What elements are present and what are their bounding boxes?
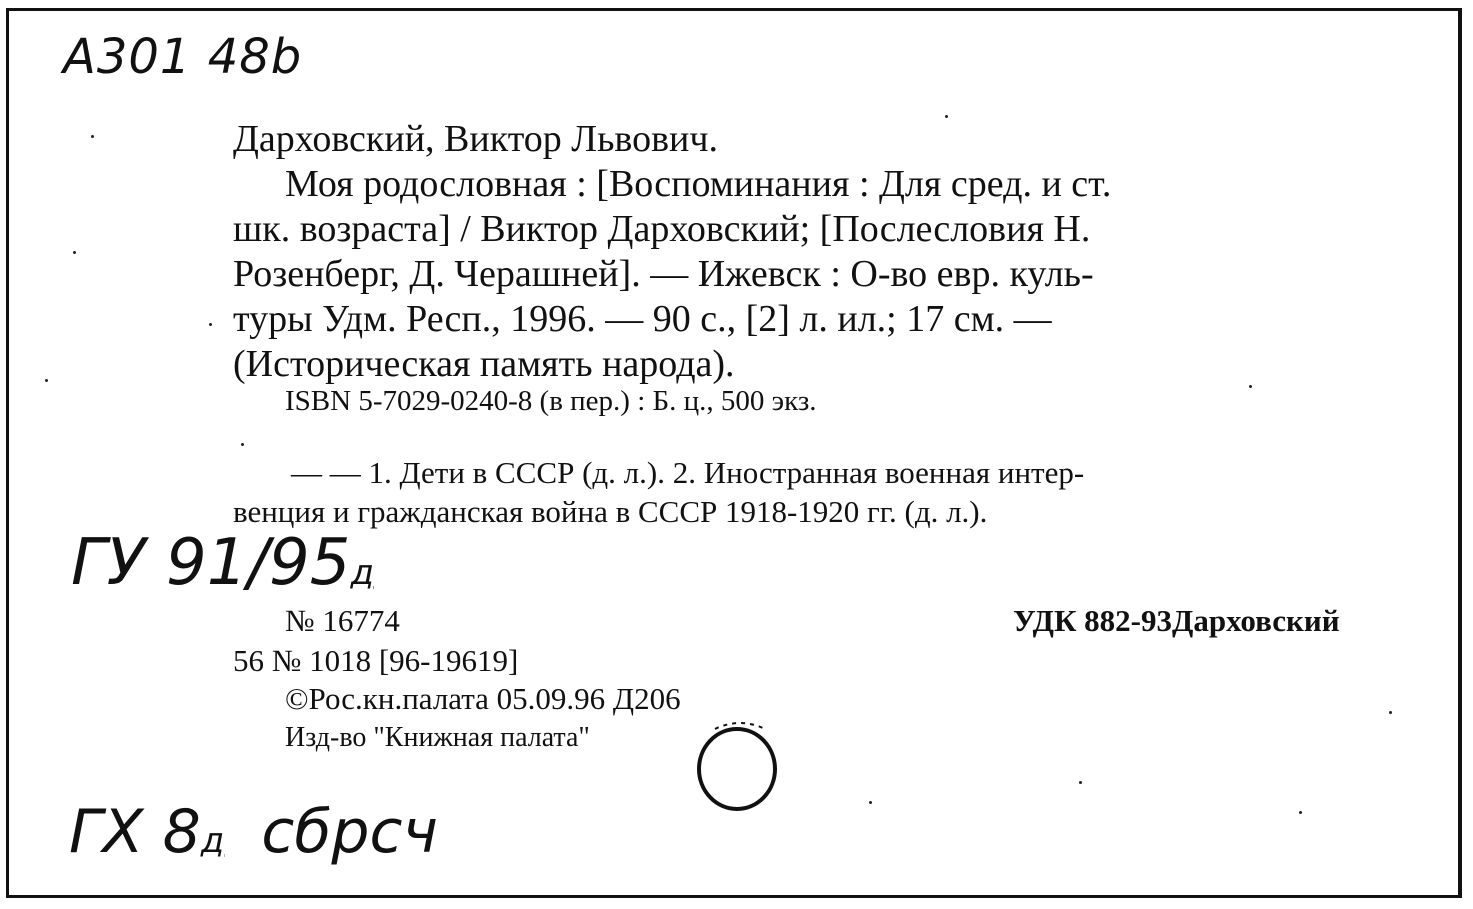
description-line-1: Моя родословная : [Воспоминания : Для сред. и ст. [285,163,1112,205]
speckle [45,379,48,382]
speckle [73,251,76,254]
speckle [209,323,212,326]
copyright-line: ©Рос.кн.палата 05.09.96 Д206 [285,681,681,716]
catalog-card [6,8,1462,898]
speckle [91,135,94,138]
handwritten-shelf-mark-2 [69,797,438,867]
speckle [945,115,948,118]
handwritten-shelf-mark-1 [71,526,374,600]
author-heading: Дарховский, Виктор Львович. [233,118,718,160]
isbn-line: ISBN 5-7029-0240-8 (в пер.) : Б. ц., 500 экз. [285,385,817,417]
shelf-mark-2-suffix: д [200,821,225,861]
speckle [1079,781,1082,784]
speckle [869,801,872,804]
shelf-mark-1-text: ГУ 91/95 [71,526,351,600]
description-line-5: (Историческая память народа). [233,343,735,385]
udk-code: УДК 882-93Дарховский [1013,603,1340,638]
description-line-4: туры Удм. Респ., 1996. — 90 с., [2] л. ил.; 17 см. — [233,298,1052,340]
subject-line-1: — — 1. Дети в СССР (д. л.). 2. Иностранная военная интер- [291,455,1085,490]
speckle [241,443,244,446]
record-number: 56 № 1018 [96-19619] [233,643,519,678]
speckle [1389,711,1392,714]
handwritten-call-number: A301 48b [63,29,303,85]
description-line-2: шк. возраста] / Виктор Дарховский; [Послесловия Н. [233,208,1091,250]
speckle [1249,385,1252,388]
description-line-3: Розенберг, Д. Черашней]. — Ижевск : О-во евр. куль- [233,253,1094,295]
stamp-circle-icon [685,711,795,821]
card-number: № 16774 [285,603,400,638]
shelf-mark-2-tail: сбрсч [261,797,438,867]
shelf-mark-2-text: ГХ 8 [69,797,201,867]
speckle [1299,811,1302,814]
subject-line-2: венция и гражданская война в СССР 1918-1920 гг. (д. л.). [233,494,988,529]
shelf-mark-1-suffix: д [350,553,374,593]
publisher-line: Изд-во "Книжная палата" [285,722,590,753]
